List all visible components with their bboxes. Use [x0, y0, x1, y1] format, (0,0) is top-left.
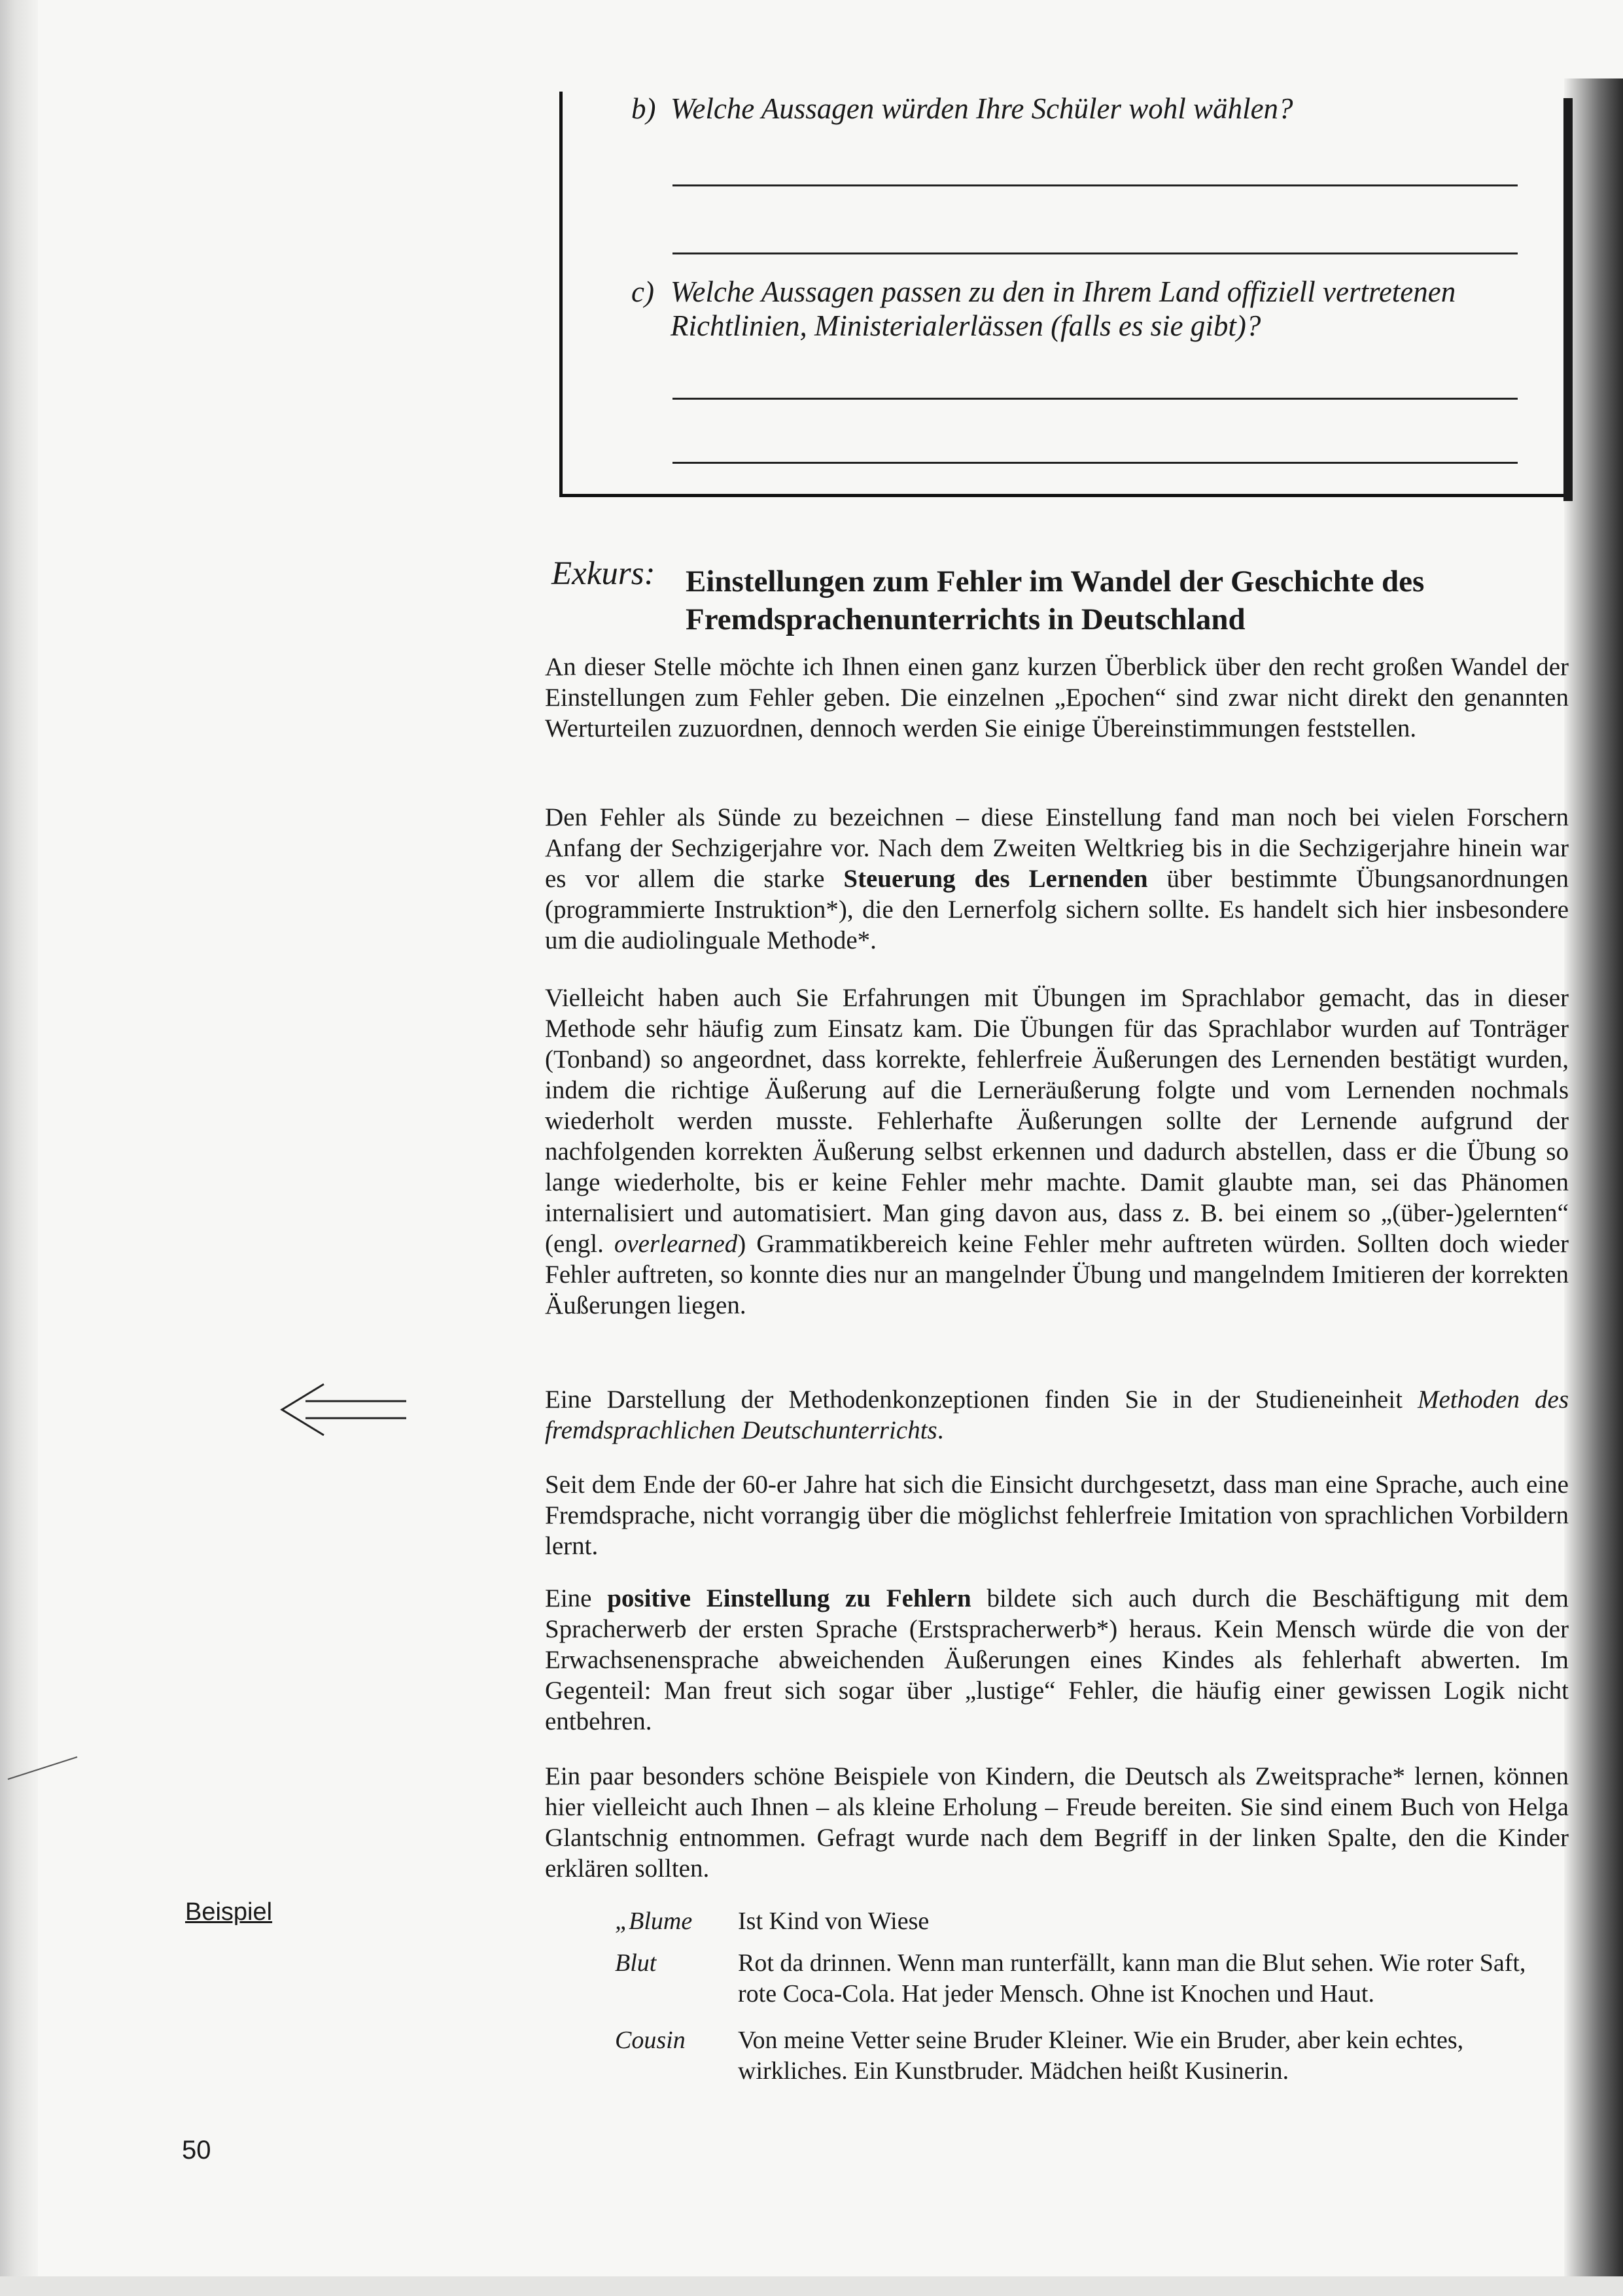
question-b-label: b) [631, 92, 656, 125]
paragraph-3 [545, 983, 1569, 1321]
question-c [631, 275, 1456, 343]
paragraph-2-bold: Steuerung des Lernenden [843, 865, 1148, 893]
example-term: „Blume [615, 1907, 693, 1935]
paragraph-6-text-a: Eine [545, 1584, 608, 1612]
paragraph-4 [545, 1384, 1569, 1446]
exkurs-title-line2: Fremdsprachenunterrichts in Deutschland [686, 602, 1246, 636]
paragraph-3-text-b: ) Grammatikbereich keine Fehler mehr auftreten würden. Sollten doch wieder Fehler auftreten, so konnte dies nur an mangelnder Übung und mangelndem Imitieren der korrekten Äußerungen liegen. [545, 1230, 1569, 1319]
paragraph-4-text-a: Eine Darstellung der Methodenkonzeptionen finden Sie in der Studieneinheit [545, 1385, 1418, 1414]
exercise-box-right-edge [1563, 98, 1573, 501]
question-c-label: c) [631, 275, 654, 308]
example-definition: Von meine Vetter seine Bruder Kleiner. Wie ein Bruder, aber kein echtes, wirkliches. Ein Kunstbruder. Mädchen heißt Kusinerin. [738, 2026, 1464, 2085]
answer-line[interactable] [672, 398, 1518, 400]
paragraph-6 [545, 1583, 1569, 1737]
paragraph-2-text-a: Den Fehler als Sünde zu bezeichnen – diese Einstellung fand man noch bei vielen Forschern Anfang der Sechzigerjahre vor. Nach dem Zweiten Weltkrieg bis in die Sechzigerjahre hinein war es vor allem die starke [545, 803, 1569, 893]
paragraph-4-italic: Methoden des fremdsprachlichen Deutschunterrichts [545, 1385, 1569, 1444]
question-b [631, 92, 1293, 126]
scan-shadow-left [0, 0, 38, 2296]
margin-tick-mark [5, 1753, 84, 1789]
question-c-text-line2: Richtlinien, Ministerialerlässen (falls es sie gibt)? [671, 309, 1261, 342]
paragraph-6-text-b: bildete sich auch durch die Beschäftigung mit dem Spracherwerb der ersten Sprache (Erstspracherwerb*) heraus. Kein Mensch würde die von der Erwachsenensprache abweichenden Äußerungen eines Kindes als fehlerhaft abwerten. Im Gegenteil: Man freut sich sogar über „lustige“ Fehler, die häufig einer gewissen Logik nicht entbehren. [545, 1584, 1569, 1735]
paragraph-7: Ein paar besonders schöne Beispiele von Kindern, die Deutsch als Zweitsprache* lernen, können hier vielleicht auch Ihnen – als kleine Erholung – Freude bereiten. Sie sind einem Buch von Helga Glantschnig entnommen. Gefragt wurde nach dem Begriff in der linken Spalte, den die Kinder erklären sollten. [545, 1762, 1569, 1883]
paragraph-1: An dieser Stelle möchte ich Ihnen einen ganz kurzen Überblick über den recht großen Wandel der Einstellungen zum Fehler geben. Die einzelnen „Epochen“ sind zwar nicht direkt den genannten Werturteilen zuzuordnen, dennoch werden Sie einige Übereinstimmungen feststellen. [545, 653, 1569, 742]
exkurs-title [686, 563, 1424, 638]
answer-line[interactable] [672, 252, 1518, 254]
answer-line[interactable] [672, 462, 1518, 464]
paragraph-4-text-b: . [937, 1416, 944, 1444]
paragraph-3-text-a: Vielleicht haben auch Sie Erfahrungen mit Übungen im Sprachlabor gemacht, das in dieser Methode sehr häufig zum Einsatz kam. Die Übungen für das Sprachlabor wurden auf Tonträger (Tonband) so angeordnet, dass korrekte, fehlerfreie Äußerungen des Lernenden bestätigt wurden, indem die richtige Äußerung auf die Lerneräußerung folgte und vom Lernenden nochmals wiederholt werden musste. Fehlerhafte Äußerungen sollte der Lernende aufgrund der nachfolgenden korrekten Äußerung selbst erkennen und dadurch abstellen, dass er die Übung so lange wiederholte, bis er keine Fehler mehr machte. Damit glaubte man, sei das Phänomen internalisiert und automatisiert. Man ging davon aus, dass z. B. bei einem so „(über-)gelernten“ (engl. [545, 984, 1569, 1258]
example-definition: Rot da drinnen. Wenn man runterfällt, kann man die Blut sehen. Wie roter Saft, rote Coca-Cola. Hat jeder Mensch. Ohne ist Knochen und Haut. [738, 1949, 1526, 2008]
paragraph-5: Seit dem Ende der 60-er Jahre hat sich die Einsicht durchgesetzt, dass man eine Sprache, auch eine Fremdsprache, nicht vorrangig über die möglichst fehlerfreie Imitation von sprachlichen Vorbildern lernt. [545, 1470, 1569, 1560]
question-b-text: Welche Aussagen würden Ihre Schüler wohl wählen? [671, 92, 1293, 125]
answer-line[interactable] [672, 184, 1518, 186]
left-arrow-icon [278, 1380, 409, 1442]
page-number: 50 [182, 2136, 211, 2165]
example-term: Cousin [615, 2026, 686, 2054]
scan-bottom-band [0, 2276, 1623, 2296]
example-definition: Ist Kind von Wiese [738, 1907, 930, 1935]
paragraph-6-bold: positive Einstellung zu Fehlern [607, 1584, 971, 1612]
example-margin-label: Beispiel [185, 1898, 273, 1926]
paragraph-2 [545, 802, 1569, 956]
exkurs-title-line1: Einstellungen zum Fehler im Wandel der Geschichte des [686, 565, 1425, 599]
paragraph-3-italic: overlearned [614, 1230, 738, 1258]
exkurs-label: Exkurs: [551, 555, 655, 592]
example-term: Blut [615, 1949, 657, 1977]
paragraph-2-text-b: über bestimmte Übungsanordnungen (programmierte Instruktion*), die den Lernerfolg sichern sollte. Es handelt sich hier insbesondere um die audiolinguale Methode*. [545, 865, 1569, 954]
scan-shadow-right [1564, 78, 1623, 2296]
question-c-text-line1: Welche Aussagen passen zu den in Ihrem Land offiziell vertretenen [671, 275, 1456, 308]
